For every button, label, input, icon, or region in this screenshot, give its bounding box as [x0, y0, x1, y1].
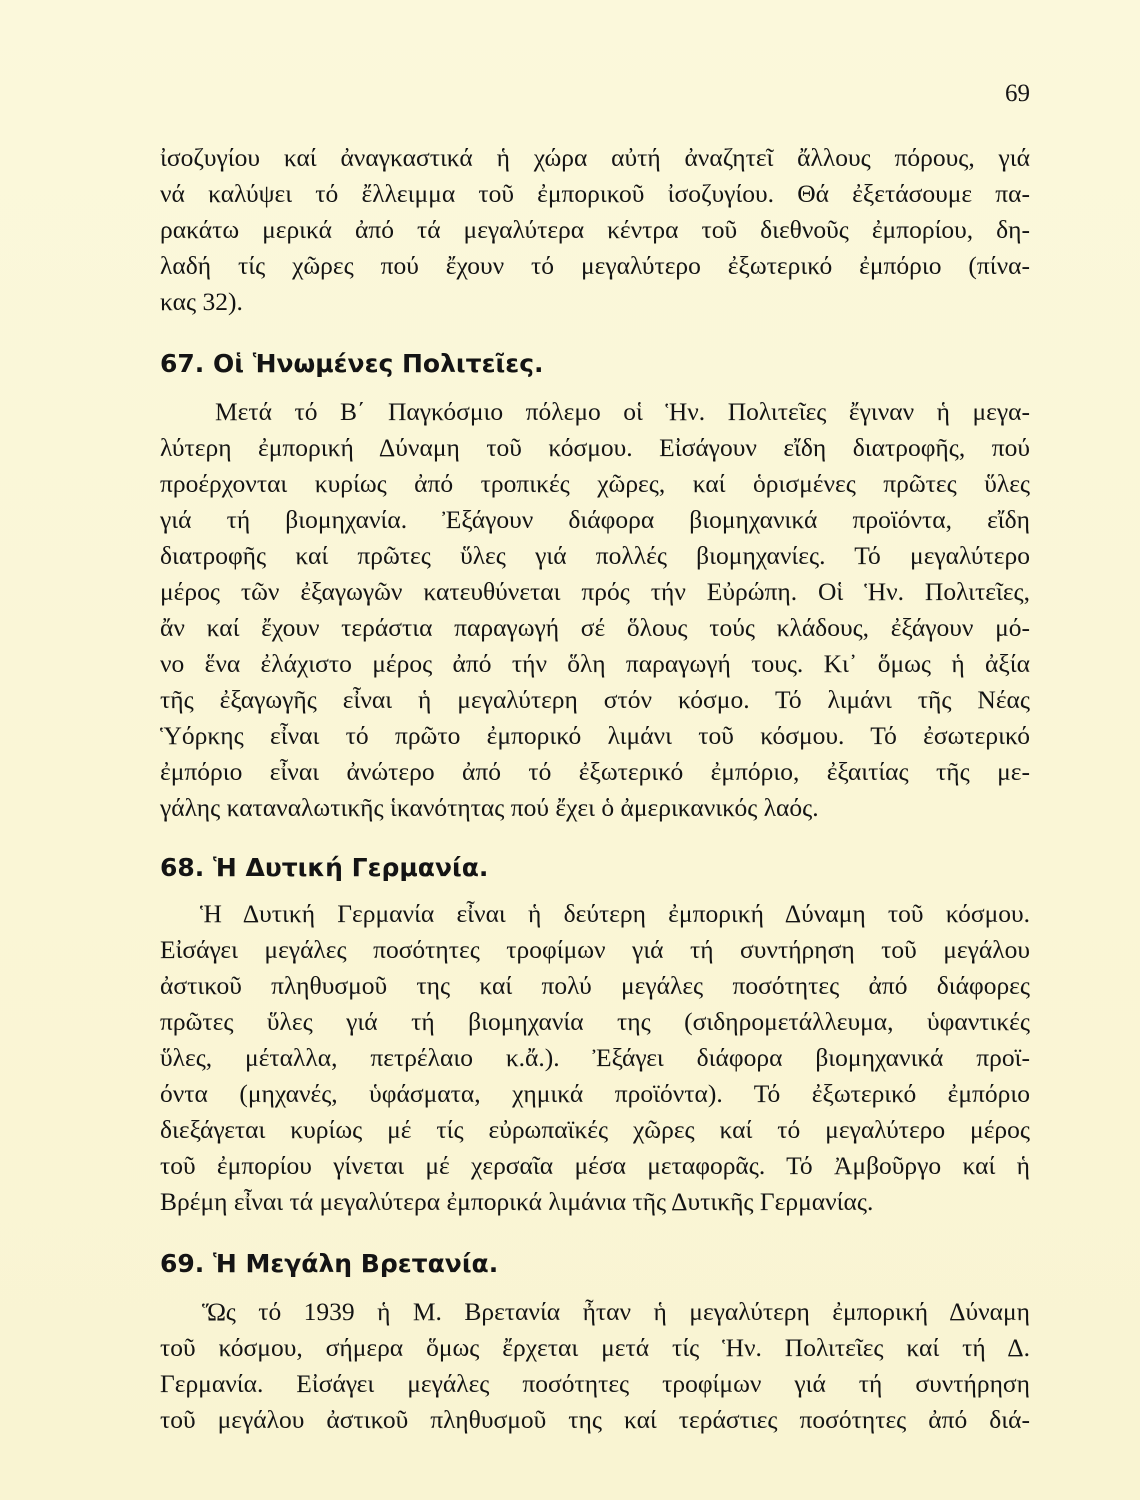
section-heading-68: 68. Ἡ Δυτική Γερμανία.: [160, 853, 489, 882]
text-line: νο ἕνα ἐλάχιστο μέρος ἀπό τήν ὅλη παραγωγή τους. Κι᾿ ὅμως ἡ ἀξία: [160, 649, 1030, 678]
text-line: ἄν καί ἔχουν τεράστια παραγωγή σέ ὅλους τούς κλάδους, ἐξάγουν μό-: [160, 613, 1030, 642]
text-line: Εἰσάγει μεγάλες ποσότητες τροφίμων γιά τή συντήρηση τοῦ μεγάλου: [160, 935, 1030, 964]
text-line: Ὥς τό 1939 ἡ Μ. Βρετανία ἦταν ἡ μεγαλύτερη ἐμπορική Δύναμη: [202, 1297, 1030, 1326]
text-line: Βρέμη εἶναι τά μεγαλύτερα ἐμπορικά λιμάνια τῆς Δυτικῆς Γερμανίας.: [160, 1187, 874, 1216]
text-line: γιά τή βιομηχανία. Ἐξάγουν διάφορα βιομηχανικά προϊόντα, εἴδη: [160, 505, 1030, 534]
text-line: τοῦ ἐμπορίου γίνεται μέ χερσαῖα μέσα μεταφορᾶς. Τό Ἀμβοῦργο καί ἡ: [160, 1151, 1030, 1180]
text-line: τοῦ μεγάλου ἀστικοῦ πληθυσμοῦ της καί τεράστιες ποσότητες ἀπό διά-: [160, 1405, 1030, 1434]
text-line: τοῦ κόσμου, σήμερα ὅμως ἔρχεται μετά τίς Ἡν. Πολιτεῖες καί τή Δ.: [160, 1333, 1030, 1362]
text-line: λαδή τίς χῶρες πού ἔχουν τό μεγαλύτερο ἐξωτερικό ἐμπόριο (πίνα-: [160, 251, 1030, 280]
text-line: ρακάτω μερικά ἀπό τά μεγαλύτερα κέντρα τοῦ διεθνοῦς ἐμπορίου, δη-: [160, 215, 1030, 244]
text-line: τῆς ἐξαγωγῆς εἶναι ἡ μεγαλύτερη στόν κόσμο. Τό λιμάνι τῆς Νέας: [160, 685, 1030, 714]
text-line: κας 32).: [160, 287, 243, 316]
text-line: ἐμπόριο εἶναι ἀνώτερο ἀπό τό ἐξωτερικό ἐμπόριο, ἐξαιτίας τῆς με-: [160, 757, 1030, 786]
text-line: λύτερη ἐμπορική Δύναμη τοῦ κόσμου. Εἰσάγουν εἴδη διατροφῆς, πού: [160, 433, 1030, 462]
text-line: νά καλύψει τό ἔλλειμμα τοῦ ἐμπορικοῦ ἰσοζυγίου. Θά ἐξετάσουμε πα-: [160, 179, 1030, 208]
text-line: Ὑόρκης εἶναι τό πρῶτο ἐμπορικό λιμάνι τοῦ κόσμου. Τό ἐσωτερικό: [160, 721, 1030, 750]
text-line: μέρος τῶν ἐξαγωγῶν κατευθύνεται πρός τήν Εὐρώπη. Οἱ Ἡν. Πολιτεῖες,: [160, 577, 1030, 606]
text-line: διατροφῆς καί πρῶτες ὕλες γιά πολλές βιομηχανίες. Τό μεγαλύτερο: [160, 541, 1030, 570]
text-line: γάλης καταναλωτικῆς ἱκανότητας πού ἔχει ὁ ἀμερικανικός λαός.: [160, 793, 819, 822]
text-line: ἀστικοῦ πληθυσμοῦ της καί πολύ μεγάλες ποσότητες ἀπό διάφορες: [160, 971, 1030, 1000]
section-heading-67: 67. Οἱ Ἡνωμένες Πολιτεῖες.: [160, 349, 544, 378]
text-line: ὕλες, μέταλλα, πετρέλαιο κ.ἄ.). Ἐξάγει διάφορα βιομηχανικά προϊ-: [160, 1043, 1030, 1072]
text-line: προέρχονται κυρίως ἀπό τροπικές χῶρες, καί ὁρισμένες πρῶτες ὕλες: [160, 469, 1030, 498]
text-line: πρῶτες ὕλες γιά τή βιομηχανία της (σιδηρομετάλλευμα, ὑφαντικές: [160, 1007, 1030, 1036]
text-line: ἰσοζυγίου καί ἀναγκαστικά ἡ χώρα αὐτή ἀναζητεῖ ἄλλους πόρους, γιά: [160, 143, 1030, 172]
text-line: διεξάγεται κυρίως μέ τίς εὐρωπαϊκές χῶρες καί τό μεγαλύτερο μέρος: [160, 1115, 1030, 1144]
text-line: όντα (μηχανές, ὑφάσματα, χημικά προϊόντα). Τό ἐξωτερικό ἐμπόριο: [160, 1079, 1030, 1108]
text-line: Μετά τό Β΄ Παγκόσμιο πόλεμο οἱ Ἡν. Πολιτεῖες ἔγιναν ἡ μεγα-: [215, 397, 1030, 426]
text-line: Γερμανία. Εἰσάγει μεγάλες ποσότητες τροφίμων γιά τή συντήρηση: [160, 1369, 1030, 1398]
section-heading-69: 69. Ἡ Μεγάλη Βρετανία.: [160, 1249, 499, 1278]
text-line: Ἡ Δυτική Γερμανία εἶναι ἡ δεύτερη ἐμπορική Δύναμη τοῦ κόσμου.: [200, 899, 1030, 928]
page-number: 69: [1005, 80, 1030, 107]
